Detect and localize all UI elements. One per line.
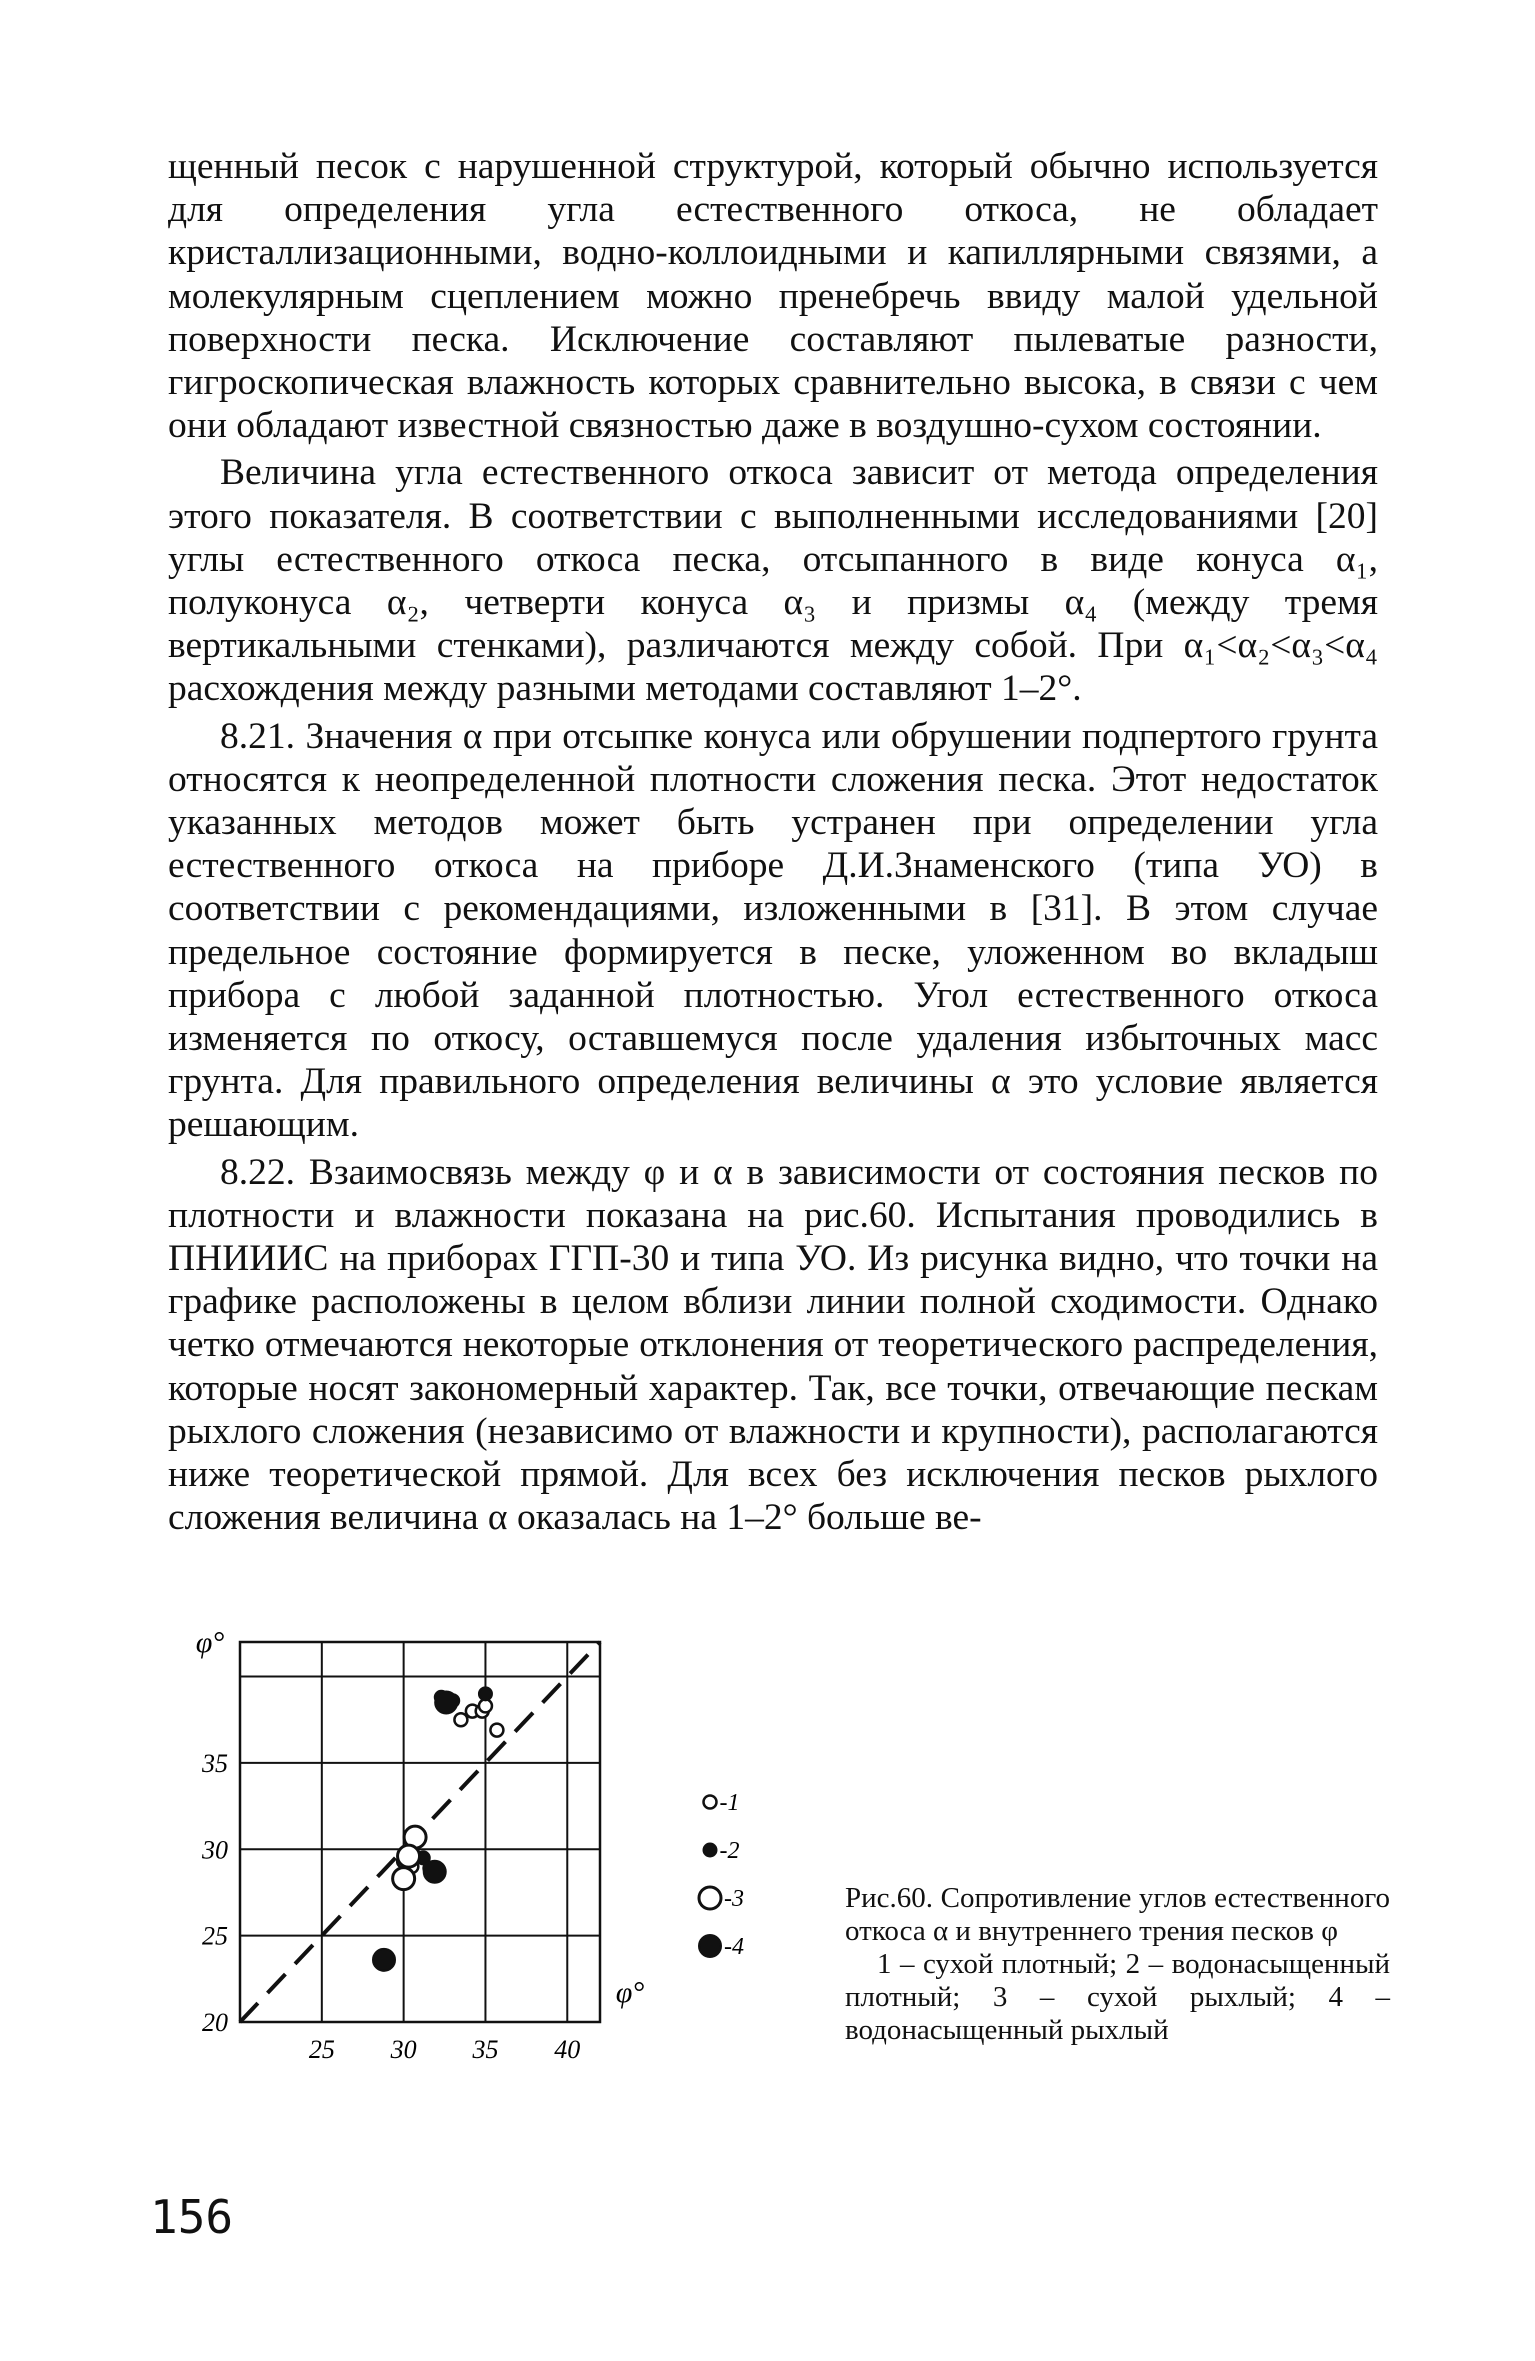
page-number: 156	[150, 2190, 234, 2244]
data-point-series-1	[490, 1724, 503, 1737]
x-axis-label: φ°	[615, 1976, 645, 2009]
legend-marker-4	[699, 1935, 721, 1957]
y-tick-label: 25	[202, 1921, 228, 1951]
legend-label: -4	[724, 1934, 744, 1960]
data-point-series-1	[479, 1699, 492, 1712]
caption-legend: 1 – сухой плотный; 2 – водонасыщенный плотный; 3 – сухой рыхлый; 4 – водонасыщенный рыхлый	[845, 1948, 1390, 2046]
x-tick-label: 35	[472, 2035, 499, 2064]
x-tick-label: 25	[308, 2035, 335, 2064]
data-point-series-3	[398, 1845, 420, 1867]
scatter-chart	[160, 1632, 800, 2152]
figure-60	[160, 1632, 1400, 2152]
y-axis-label: φ°	[195, 1632, 225, 1659]
data-point-series-4	[373, 1949, 395, 1971]
x-tick-label: 40	[554, 2035, 581, 2064]
data-point-series-3	[393, 1868, 415, 1890]
paragraph-2: Величина угла естественного откоса зависит от метода определения этого показателя. В соответствии с выполненными исследованиями [20] углы естественного откоса песка, отсыпанного в виде конуса α₁, полуконуса α₂, четверти конуса α₃ и призмы α₄ (между тремя вертикальными стенками), различаются между собой. При α₁<α₂<α₃<α₄ расхождения между разными методами составляют 1–2°.	[168, 452, 1378, 710]
x-tick-label: 30	[390, 2035, 417, 2064]
y-tick-label: 30	[202, 1835, 228, 1865]
data-point-series-1	[454, 1713, 467, 1726]
y-tick-label: 35	[202, 1748, 228, 1778]
legend-label: -3	[724, 1886, 744, 1912]
y-tick-label: 20	[202, 2008, 228, 2037]
body-text	[168, 145, 1378, 1544]
paragraph-1: щенный песок с нарушенной структурой, который обычно используется для определения угла естественного откоса, не обладает кристаллизационными, водно-коллоидными и капиллярными связями, а молекулярным сцеплением можно пренебречь ввиду малой удельной поверхности песка. Исключение составляют пылеватые разности, гигроскопическая влажность которых сравнительно высока, в связи с чем они обладают известной связностью даже в воздушно-сухом состоянии.	[168, 146, 1378, 447]
paragraph-3: 8.21. Значения α при отсыпке конуса или обрушении подпертого грунта относятся к неопределенной плотности сложения песка. Этот недостаток указанных методов может быть устранен при определении угла естественного откоса на приборе Д.И.Знаменского (типа УО) в соответствии с рекомендациями, изложенными в [31]. В этом случае предельное состояние формируется в песке, уложенном во вкладыш прибора с любой заданной плотностью. Угол естественного откоса изменяется по откосу, оставшемуся после удаления избыточных масс грунта. Для правильного определения величины α это условие является решающим.	[168, 715, 1378, 1146]
legend-label: -2	[719, 1838, 740, 1864]
data-point-series-4	[424, 1861, 446, 1883]
paragraph-4: 8.22. Взаимосвязь между φ и α в зависимости от состояния песков по плотности и влажности показана на рис.60. Испытания проводились в ПНИИИС на приборах ГГП-30 и типа УО. Из рисунка видно, что точки на графике расположены в целом вблизи линии полной сходимости. Однако четко отмечаются некоторые отклонения от теоретического распределения, которые носят закономерный характер. Так, все точки, отвечающие пескам рыхлого сложения (независимо от влажности и крупности), располагаются ниже теоретической прямой. Для всех без исключения песков рыхлого сложения величина α оказалась на 1–2° больше ве-	[168, 1151, 1378, 1539]
figure-caption	[845, 1882, 1390, 2047]
legend-marker-2	[704, 1844, 717, 1857]
data-point-series-2	[479, 1687, 492, 1700]
legend-label: -1	[719, 1790, 740, 1816]
data-point-series-4	[435, 1691, 457, 1713]
caption-title: Рис.60. Сопротивление углов естественного откоса α и внутреннего трения песков φ	[845, 1882, 1390, 1947]
legend-marker-3	[699, 1887, 721, 1909]
legend-marker-1	[704, 1796, 717, 1809]
